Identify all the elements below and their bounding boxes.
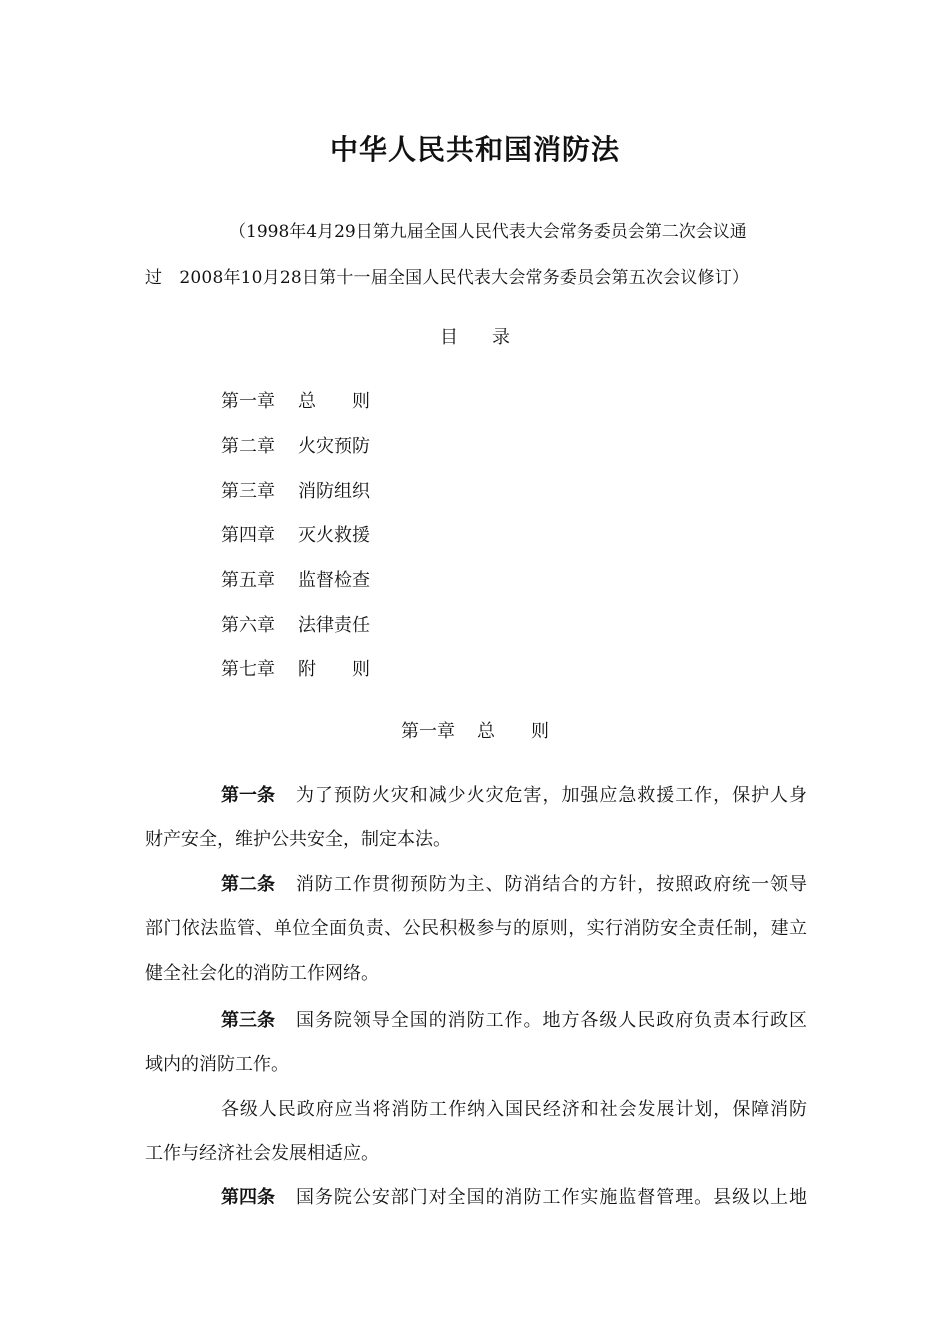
toc-item (221, 522, 370, 550)
article-text: 国务院领导全国的消防工作。地方各级人民政府负责本行政区 (295, 1010, 807, 1031)
article-text: 为了预防火灾和减少火灾危害，加强应急救援工作，保护人身 (295, 785, 807, 806)
toc-item (221, 656, 370, 684)
article-line (221, 1007, 807, 1035)
toc-chapter-name: 火灾预防 (298, 436, 370, 457)
paragraph-line: 工作与经济社会发展相适应。 (145, 1143, 379, 1164)
article-line: 部门依法监管、单位全面负责、公民积极参与的原则，实行消防安全责任制，建立 (145, 918, 807, 939)
article-label: 第一条 (221, 785, 275, 806)
toc-chapter: 第一章 (221, 391, 275, 412)
toc-chapter-name: 法律责任 (298, 615, 370, 636)
toc-item (221, 478, 370, 506)
chapter-heading (0, 718, 950, 746)
toc-chapter: 第七章 (221, 659, 275, 680)
article-line: 财产安全，维护公共安全，制定本法。 (145, 829, 451, 850)
toc-item (221, 612, 370, 640)
toc-chapter-name: 灭火救援 (298, 525, 370, 546)
chapter-heading-name: 总 则 (477, 721, 549, 742)
article-text: 国务院公安部门对全国的消防工作实施监督管理。县级以上地 (295, 1187, 807, 1208)
article-line: 域内的消防工作。 (145, 1054, 289, 1075)
toc-chapter-name: 总 则 (298, 391, 370, 412)
article-line (221, 1184, 807, 1212)
paragraph-line: 各级人民政府应当将消防工作纳入国民经济和社会发展计划，保障消防 (221, 1099, 807, 1120)
toc-chapter: 第五章 (221, 570, 275, 591)
toc-heading-char-1: 目 (440, 327, 458, 348)
toc-chapter-name: 监督检查 (298, 570, 370, 591)
toc-chapter-name: 附 则 (298, 659, 370, 680)
article-label: 第二条 (221, 874, 275, 895)
article-line (221, 782, 807, 810)
toc-chapter: 第三章 (221, 481, 275, 502)
toc-chapter: 第四章 (221, 525, 275, 546)
toc-chapter: 第二章 (221, 436, 275, 457)
chapter-heading-number: 第一章 (401, 721, 455, 742)
article-line (221, 871, 807, 899)
adoption-note-line-2: 过 2008年10月28日第十一届全国人民代表大会常务委员会第五次会议修订） (145, 268, 750, 288)
document-title: 中华人民共和国消防法 (329, 133, 620, 166)
toc-chapter-name: 消防组织 (298, 481, 370, 502)
toc-item (221, 388, 370, 416)
article-label: 第四条 (221, 1187, 275, 1208)
toc-item (221, 567, 370, 595)
adoption-note-line-1: （1998年4月29日第九届全国人民代表大会常务委员会第二次会议通 (229, 222, 747, 242)
article-line: 健全社会化的消防工作网络。 (145, 963, 379, 984)
toc-item (221, 433, 370, 461)
article-label: 第三条 (221, 1010, 275, 1031)
toc-heading (0, 324, 950, 352)
toc-heading-char-2: 录 (492, 327, 510, 348)
toc-chapter: 第六章 (221, 615, 275, 636)
article-text: 消防工作贯彻预防为主、防消结合的方针，按照政府统一领导 (295, 874, 807, 895)
